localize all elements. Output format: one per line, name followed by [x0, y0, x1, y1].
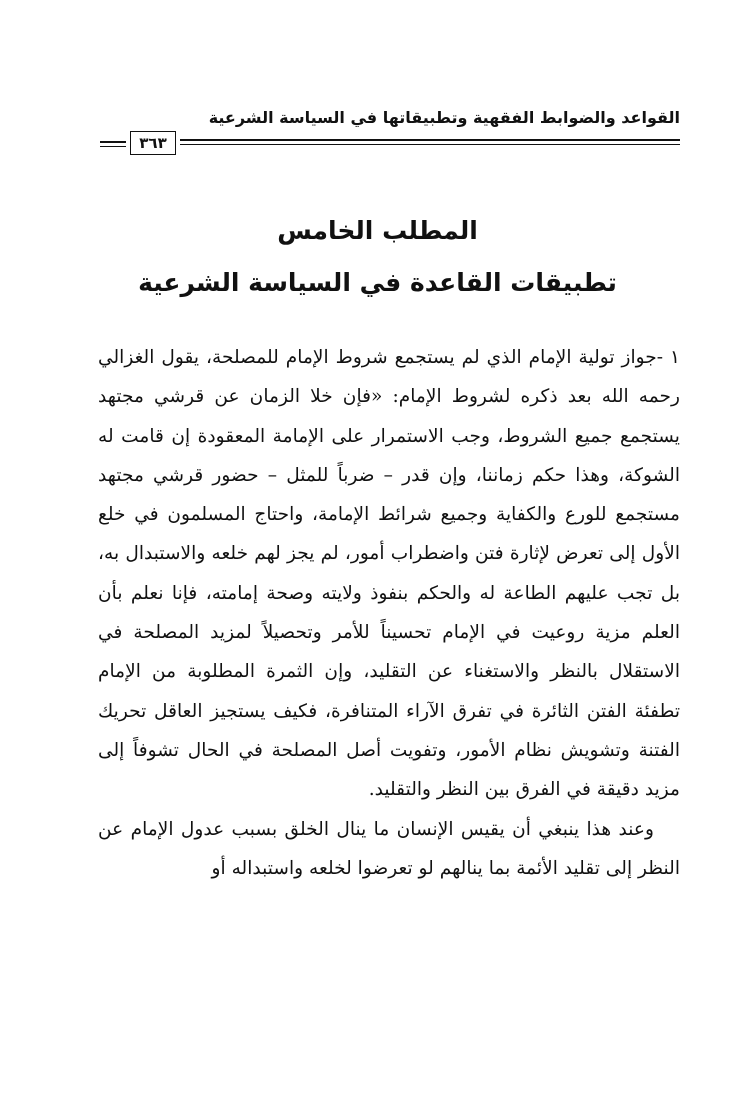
page-number-rule: [100, 141, 126, 148]
running-header-title: القواعد والضوابط الفقهية وتطبيقاتها في السياسة الشرعية: [208, 108, 680, 127]
paragraph-1: ١ -جواز تولية الإمام الذي لم يستجمع شروط الإمام للمصلحة، يقول الغزالي رحمه الله بعد ذكره لشروط الإمام: «فإن خلا الزمان عن قرشي مجتهد يستجمع جميع الشروط، وجب الاستمرار على الإمامة المعقودة إن قامت له الشوكة، وهذا حكم زماننا، وإن قدر – ضرباً للمثل – حضور قرشي مجتهد مستجمع للورع والكفاية وجميع شرائط الإمامة، واحتاج المسلمون في خلع الأول إلى تعرض لإثارة فتن واضطراب أمور، لم يجز لهم خلعه والاستبدال به، بل تجب عليهم الطاعة له والحكم بنفوذ ولايته وصحة إمامته، فإنا نعلم بأن العلم مزية روعيت في الإمام تحسيناً للأمر وتحصيلاً لمزيد المصلحة في الاستقلال بالنظر والاستغناء عن التقليد، وإن الثمرة المطلوبة من الإمام تطفئة الفتن الثائرة في تفرق الآراء المتنافرة، فكيف يستجيز العاقل تحريك الفتنة وتشويش نظام الأمور، وتفويت أصل المصلحة في الحال تشوفاً إلى مزيد دقيقة في الفرق بين النظر والتقليد.: [98, 347, 680, 801]
running-header: [100, 108, 680, 158]
section-heading: المطلب الخامس: [277, 216, 478, 245]
page-number: ٣٦٣: [130, 131, 176, 155]
header-rule: [180, 139, 680, 147]
paragraph-2: وعند هذا ينبغي أن يقيس الإنسان ما ينال الخلق بسبب عدول الإمام عن النظر إلى تقليد الأئمة بما ينالهم لو تعرضوا لخلعه واستبداله أو: [98, 818, 680, 879]
section-title: تطبيقات القاعدة في السياسة الشرعية: [138, 268, 617, 297]
body-text: [98, 338, 680, 888]
